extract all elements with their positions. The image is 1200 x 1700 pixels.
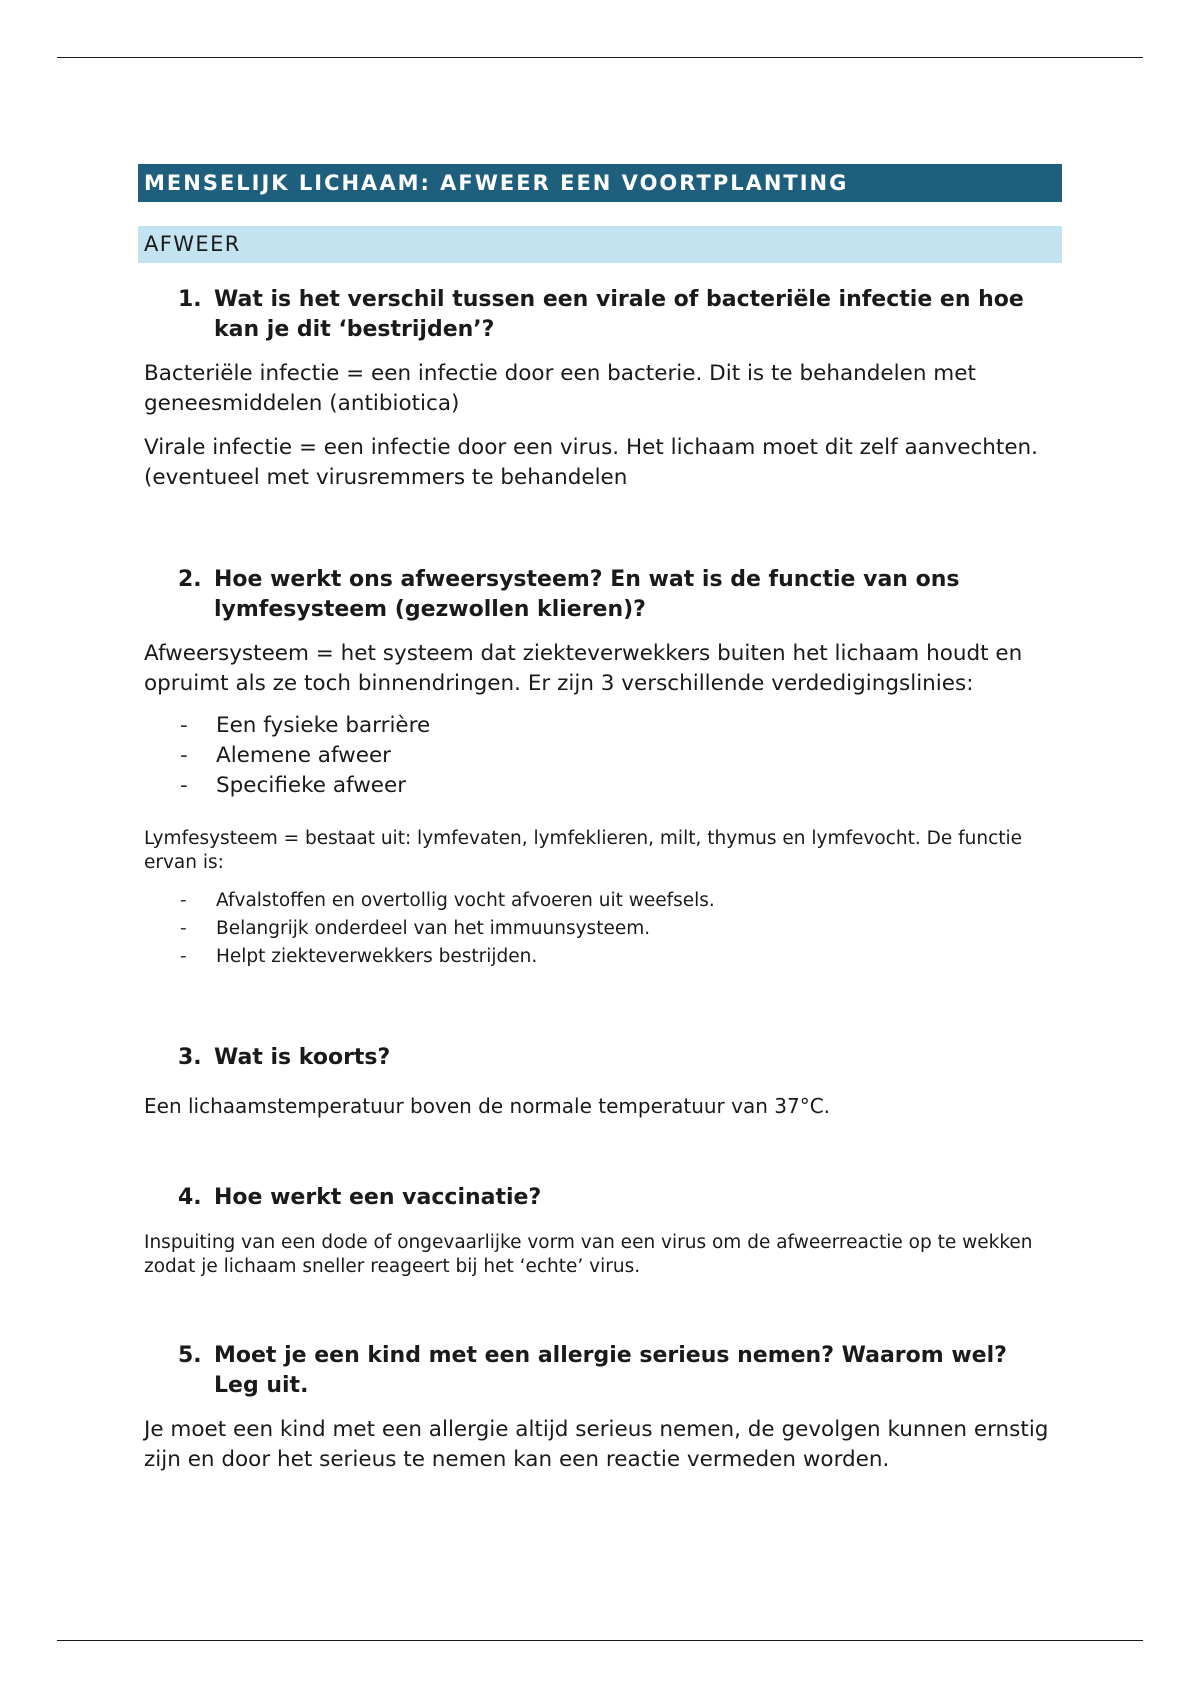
dash-bullet: -: [180, 946, 187, 967]
question-number: 5.: [178, 1343, 202, 1368]
question-number: 2.: [178, 567, 202, 592]
question-2: [138, 565, 1062, 625]
answer-paragraph: Bacteriële infectie = een infectie door een bacterie. Dit is te behandelen met geneesmiddelen (antibiotica): [144, 361, 976, 416]
question-text: Wat is koorts?: [214, 1045, 391, 1070]
question-5: [138, 1341, 1062, 1401]
dash-bullet: -: [180, 918, 187, 939]
dash-bullet: -: [180, 890, 187, 911]
list-item: [138, 741, 1062, 771]
dash-bullet: -: [180, 773, 188, 798]
dash-bullet: -: [180, 743, 188, 768]
answer-paragraph: Een lichaamstemperatuur boven de normale temperatuur van 37°C.: [144, 1094, 831, 1118]
list-item: [138, 915, 1062, 943]
list-item-text: Specifieke afweer: [216, 773, 407, 798]
spacer: [138, 1121, 1062, 1161]
document-title: MENSELIJK LICHAAM: AFWEER EEN VOORTPLANTING: [138, 164, 1062, 202]
list-item: [138, 771, 1062, 801]
list-item-text: Afvalstoffen en overtollig vocht afvoeren uit weefsels.: [216, 890, 715, 911]
list-item-text: Belangrijk onderdeel van het immuunsysteem.: [216, 918, 651, 939]
question-number: 3.: [178, 1045, 202, 1070]
list-item-text: Helpt ziekteverwekkers bestrijden.: [216, 946, 538, 967]
answer-paragraph: Inspuiting van een dode of ongevaarlijke vorm van een virus om de afweerreactie op te wekken zodat je lichaam sneller reageert bij het ‘echte’ virus.: [144, 1232, 1033, 1277]
defense-lines-list: [138, 711, 1062, 801]
question-text: Hoe werkt ons afweersysteem? En wat is de functie van ons lymfesysteem (gezwollen klieren)?: [214, 567, 960, 622]
spacer: [138, 493, 1062, 543]
answer-paragraph: Virale infectie = een infectie door een virus. Het lichaam moet dit zelf aanvechten. (eventueel met virusremmers te behandelen: [144, 435, 1039, 490]
footer-rule: [57, 1640, 1143, 1641]
dash-bullet: -: [180, 713, 188, 738]
question-4: [138, 1183, 1062, 1213]
answer-paragraph: Afweersysteem = het systeem dat ziekteverwekkers buiten het lichaam houdt en opruimt als ze toch binnendringen. Er zijn 3 verschillende verdedigingslinies:: [144, 641, 1023, 696]
question-1: [138, 285, 1062, 345]
header-rule: [57, 57, 1143, 58]
lymph-function-list: [138, 887, 1062, 971]
question-text: Hoe werkt een vaccinatie?: [214, 1185, 542, 1210]
answer-paragraph: Je moet een kind met een allergie altijd serieus nemen, de gevolgen kunnen ernstig zijn en door het serieus te nemen kan een reactie vermeden worden.: [144, 1417, 1049, 1472]
list-item-text: Een fysieke barrière: [216, 713, 431, 738]
question-text: Wat is het verschil tussen een virale of bacteriële infectie en hoe kan je dit ‘bestrijden’?: [214, 287, 1024, 342]
spacer: [138, 971, 1062, 1021]
document-body: [138, 164, 1062, 1475]
question-text: Moet je een kind met een allergie serieus nemen? Waarom wel? Leg uit.: [214, 1343, 1007, 1398]
list-item: [138, 943, 1062, 971]
question-number: 1.: [178, 287, 202, 312]
list-item: [138, 887, 1062, 915]
section-heading: AFWEER: [138, 226, 1062, 263]
list-item-text: Alemene afweer: [216, 743, 392, 768]
answer-paragraph: Lymfesysteem = bestaat uit: lymfevaten, lymfeklieren, milt, thymus en lymfevocht. De functie ervan is:: [144, 828, 1023, 873]
question-3: [138, 1043, 1062, 1073]
question-number: 4.: [178, 1185, 202, 1210]
list-item: [138, 711, 1062, 741]
spacer: [138, 1279, 1062, 1319]
